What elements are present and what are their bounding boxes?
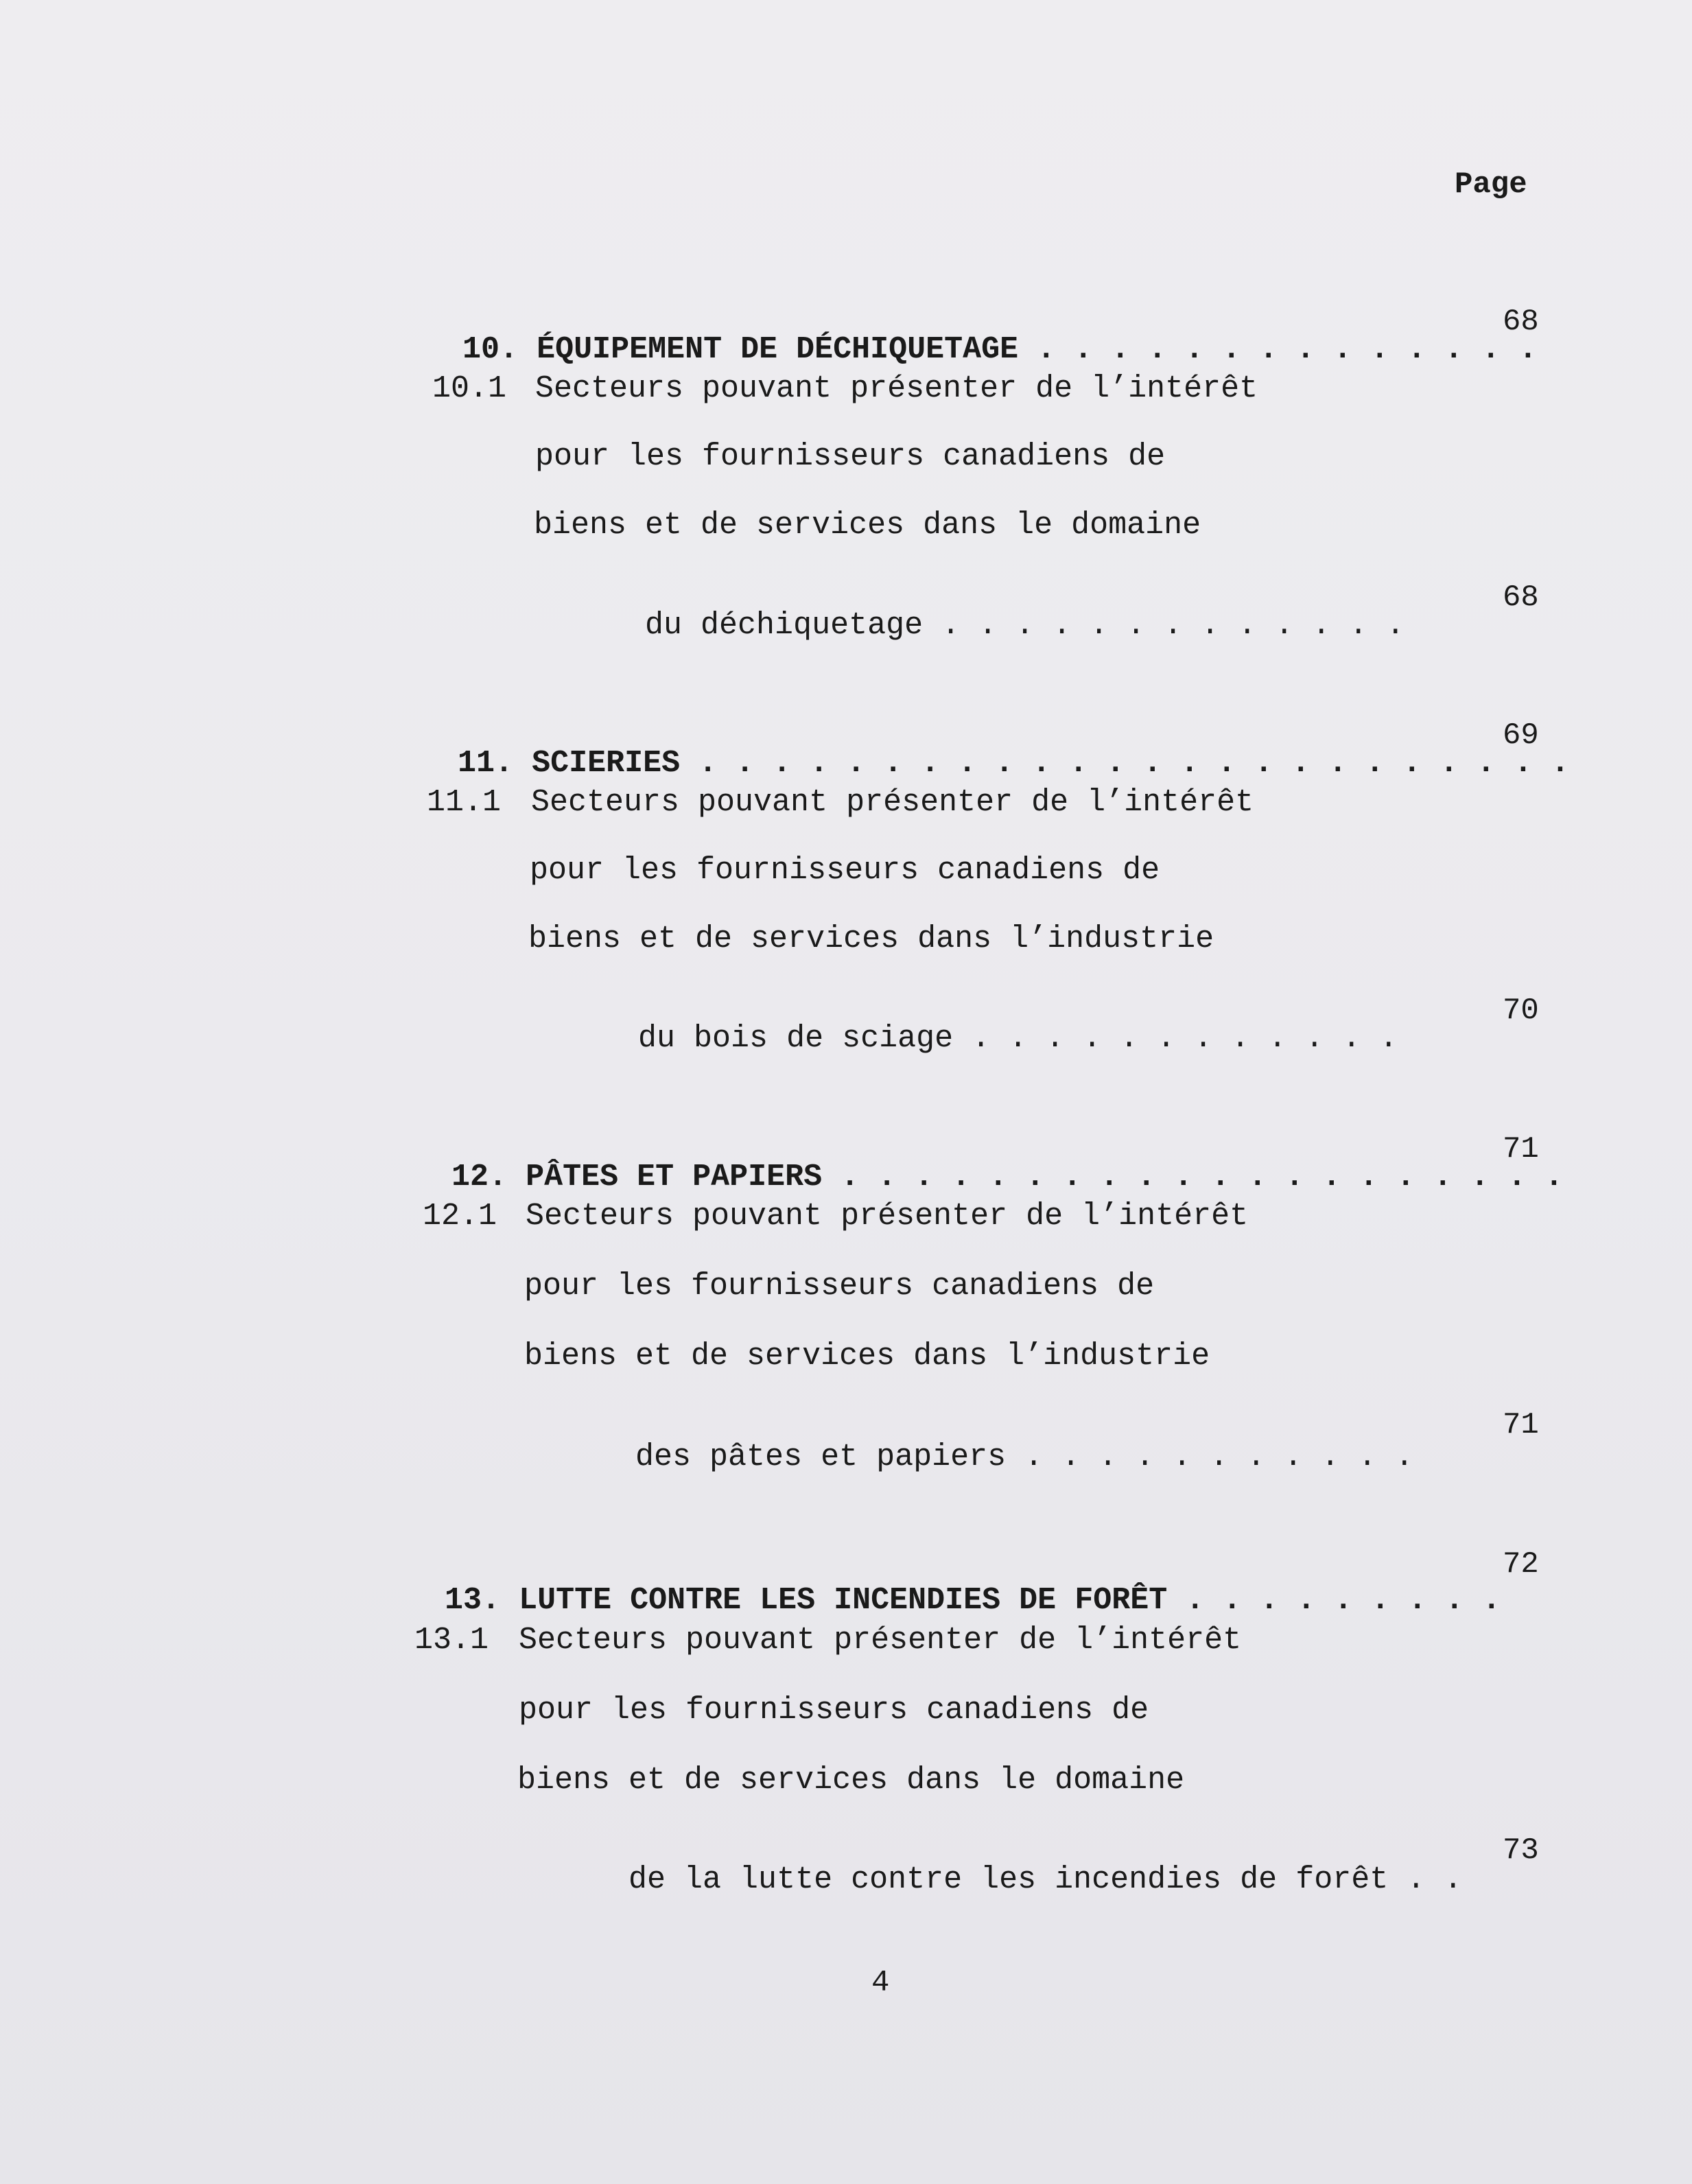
subsection-line-last: [524, 1411, 1413, 1503]
subsection-number: 10.1: [432, 371, 507, 406]
subsection-text: des pâtes et papiers: [635, 1440, 1007, 1475]
subsection-line: pour les fournisseurs canadiens de: [519, 1693, 1149, 1728]
leader-dots: . . . . . . . . . . . .: [972, 1021, 1398, 1056]
leader-dots: . . . . . . . . . . . . . . . . . . . . . . . .: [698, 746, 1570, 781]
subsection-text: du bois de sciage: [638, 1021, 954, 1056]
leader-dots: . . . . . . . . . . .: [1024, 1440, 1414, 1475]
subsection-line: pour les fournisseurs canadiens de: [530, 853, 1160, 888]
section-number: 10.: [462, 332, 519, 367]
leader-dots: . .: [1407, 1862, 1463, 1897]
page-column-header: Page: [1455, 167, 1527, 202]
section-page: 71: [1503, 1132, 1539, 1166]
leader-dots: . . . . . . . . . . . . . .: [1037, 332, 1538, 367]
subsection-page: 71: [1503, 1408, 1539, 1442]
subsection-page: 70: [1503, 994, 1539, 1028]
subsection-line: biens et de services dans l’industrie: [528, 921, 1214, 956]
leader-dots: . . . . . . . . . . . . . . . . . . . .: [841, 1160, 1564, 1195]
subsection-line: biens et de services dans le domaine: [534, 508, 1201, 543]
leader-dots: . . . . . . . . . . . . .: [941, 608, 1405, 643]
section-number: 11.: [458, 746, 514, 781]
subsection-line: pour les fournisseurs canadiens de: [524, 1269, 1155, 1304]
subsection-line-last: [534, 579, 1405, 672]
section-title: ÉQUIPEMENT DE DÉCHIQUETAGE: [537, 332, 1019, 367]
section-title: PÂTES ET PAPIERS: [526, 1160, 823, 1195]
subsection-number: 12.1: [423, 1199, 497, 1234]
subsection-line: Secteurs pouvant présenter de l’intérêt: [535, 371, 1258, 406]
subsection-page: 73: [1503, 1833, 1539, 1868]
subsection-text: du déchiquetage: [645, 608, 924, 643]
subsection-number: 11.1: [427, 785, 502, 820]
subsection-line: biens et de services dans l’industrie: [524, 1339, 1210, 1374]
subsection-line: Secteurs pouvant présenter de l’intérêt: [526, 1199, 1249, 1234]
subsection-line: pour les fournisseurs canadiens de: [535, 439, 1166, 474]
section-title: SCIERIES: [532, 746, 681, 781]
section-page: 68: [1503, 305, 1539, 339]
subsection-line-last: [517, 1833, 1462, 1926]
subsection-text: de la lutte contre les incendies de forêt: [628, 1862, 1389, 1897]
subsection-page: 68: [1503, 580, 1539, 615]
section-title: LUTTE CONTRE LES INCENDIES DE FORÊT: [519, 1583, 1168, 1618]
subsection-line: Secteurs pouvant présenter de l’intérêt: [531, 785, 1254, 820]
section-page: 69: [1503, 718, 1539, 753]
subsection-line-last: [527, 992, 1398, 1085]
section-number: 12.: [451, 1160, 508, 1195]
section-number: 13.: [445, 1583, 501, 1618]
subsection-line: biens et de services dans le domaine: [517, 1763, 1185, 1798]
subsection-number: 13.1: [414, 1623, 489, 1658]
subsection-line: Secteurs pouvant présenter de l’intérêt: [519, 1623, 1242, 1658]
section-page: 72: [1503, 1547, 1539, 1582]
page-number: 4: [871, 1966, 890, 2000]
leader-dots: . . . . . . . . .: [1186, 1583, 1501, 1618]
